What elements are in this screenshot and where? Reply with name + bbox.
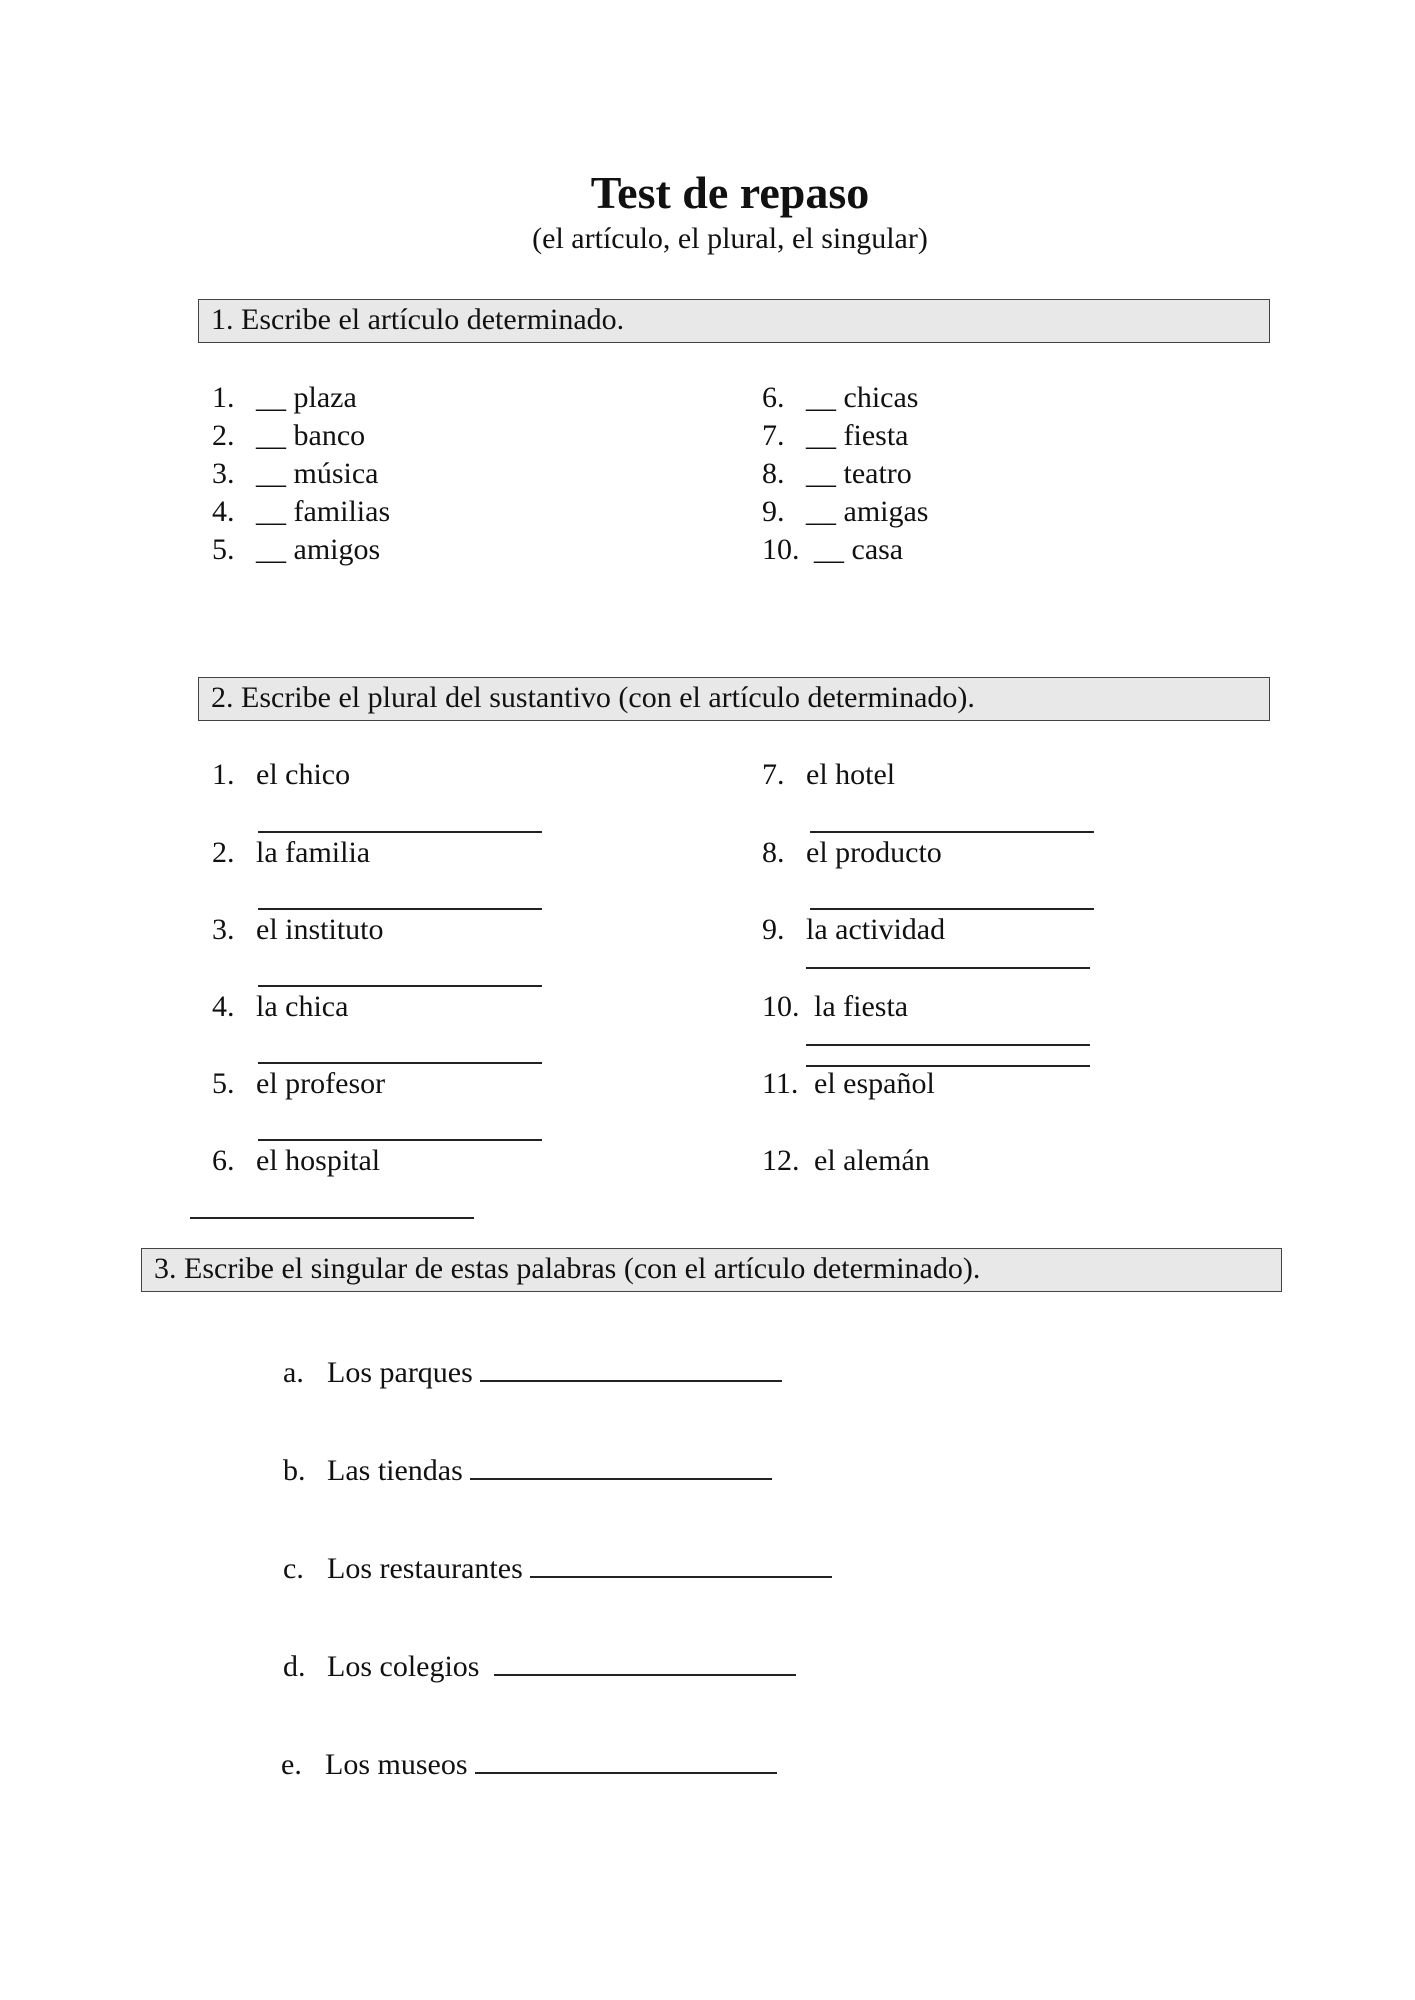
s1-item-7 bbox=[762, 418, 908, 454]
s2-item-word: el producto bbox=[806, 836, 942, 869]
s2-item-9 bbox=[762, 912, 945, 948]
s1-item-word: __ plaza bbox=[256, 381, 357, 414]
s2-item-10 bbox=[762, 989, 908, 1025]
answer-line[interactable] bbox=[810, 831, 1094, 833]
answer-line[interactable] bbox=[806, 1044, 1090, 1046]
s1-item-number: 1. bbox=[212, 381, 235, 414]
answer-line[interactable] bbox=[530, 1550, 832, 1578]
s3-item-letter: c. bbox=[283, 1552, 304, 1585]
s1-item-word: __ teatro bbox=[806, 457, 912, 490]
s1-item-6 bbox=[762, 380, 918, 416]
s1-item-5 bbox=[212, 532, 380, 568]
answer-line[interactable] bbox=[258, 908, 542, 910]
s2-item-5 bbox=[212, 1066, 385, 1102]
s2-item-3 bbox=[212, 912, 384, 948]
s1-item-2 bbox=[212, 418, 365, 454]
page-title: Test de repaso bbox=[590, 167, 870, 218]
section-3-header: 3. Escribe el singular de estas palabras (con el artículo determinado). bbox=[141, 1248, 1282, 1292]
s2-item-word: el alemán bbox=[814, 1144, 930, 1177]
s1-item-9 bbox=[762, 494, 928, 530]
s3-item-word: Los colegios bbox=[327, 1650, 480, 1683]
s2-item-6 bbox=[212, 1143, 380, 1179]
s1-item-number: 2. bbox=[212, 419, 235, 452]
s2-item-number: 9. bbox=[762, 913, 785, 946]
s2-item-number: 2. bbox=[212, 836, 235, 869]
s2-item-number: 4. bbox=[212, 990, 235, 1023]
s2-item-number: 8. bbox=[762, 836, 785, 869]
s2-item-word: el profesor bbox=[256, 1067, 386, 1100]
s3-item-e bbox=[281, 1746, 777, 1783]
s1-item-word: __ chicas bbox=[806, 381, 919, 414]
s3-item-d bbox=[283, 1648, 796, 1685]
s2-item-4 bbox=[212, 989, 348, 1025]
s2-item-number: 1. bbox=[212, 758, 235, 791]
answer-line[interactable] bbox=[810, 908, 1094, 910]
s3-item-letter: b. bbox=[283, 1454, 306, 1487]
s3-item-word: Los restaurantes bbox=[327, 1552, 523, 1585]
s1-item-number: 6. bbox=[762, 381, 785, 414]
answer-line[interactable] bbox=[494, 1648, 796, 1676]
s3-item-letter: e. bbox=[281, 1748, 302, 1781]
s2-item-number: 11. bbox=[762, 1067, 799, 1100]
s3-item-c bbox=[283, 1550, 832, 1587]
s1-item-number: 8. bbox=[762, 457, 785, 490]
s2-item-7 bbox=[762, 757, 895, 793]
s2-item-2 bbox=[212, 835, 370, 871]
s2-item-word: el español bbox=[814, 1067, 935, 1100]
s2-item-number: 7. bbox=[762, 758, 785, 791]
s2-item-word: la fiesta bbox=[814, 990, 909, 1023]
s2-item-number: 10. bbox=[762, 990, 800, 1023]
s1-item-3 bbox=[212, 456, 378, 492]
answer-line[interactable] bbox=[258, 1139, 542, 1141]
s1-item-number: 4. bbox=[212, 495, 235, 528]
s1-item-number: 9. bbox=[762, 495, 785, 528]
s2-item-number: 3. bbox=[212, 913, 235, 946]
s3-item-word: Los museos bbox=[325, 1748, 468, 1781]
answer-line[interactable] bbox=[475, 1746, 777, 1774]
s1-item-number: 5. bbox=[212, 533, 235, 566]
s3-item-a bbox=[283, 1354, 782, 1391]
s2-item-word: la actividad bbox=[806, 913, 946, 946]
s1-item-10 bbox=[762, 532, 903, 568]
s2-item-word: la chica bbox=[256, 990, 349, 1023]
s1-item-word: __ banco bbox=[256, 419, 366, 452]
s1-item-word: __ amigas bbox=[806, 495, 929, 528]
answer-line[interactable] bbox=[258, 831, 542, 833]
section-2-header: 2. Escribe el plural del sustantivo (con el artículo determinado). bbox=[198, 677, 1270, 721]
s1-item-word: __ casa bbox=[814, 533, 904, 566]
s2-item-11 bbox=[762, 1066, 935, 1102]
answer-line[interactable] bbox=[806, 967, 1090, 969]
s1-item-4 bbox=[212, 494, 390, 530]
section-1-header: 1. Escribe el artículo determinado. bbox=[198, 299, 1270, 343]
s2-item-number: 12. bbox=[762, 1144, 800, 1177]
page-subtitle: (el artículo, el plural, el singular) bbox=[532, 222, 928, 255]
s2-item-word: el chico bbox=[256, 758, 351, 791]
s2-item-word: la familia bbox=[256, 836, 371, 869]
s1-item-word: __ amigos bbox=[256, 533, 381, 566]
s1-item-1 bbox=[212, 380, 357, 416]
s2-item-word: el hospital bbox=[256, 1144, 381, 1177]
s1-item-number: 7. bbox=[762, 419, 785, 452]
s1-item-number: 3. bbox=[212, 457, 235, 490]
answer-line[interactable] bbox=[258, 1062, 542, 1064]
s3-item-b bbox=[283, 1452, 772, 1489]
answer-line[interactable] bbox=[470, 1452, 772, 1480]
answer-line[interactable] bbox=[190, 1217, 474, 1219]
s2-item-word: el hotel bbox=[806, 758, 896, 791]
s2-item-number: 5. bbox=[212, 1067, 235, 1100]
s1-item-number: 10. bbox=[762, 533, 800, 566]
s1-item-word: __ familias bbox=[256, 495, 391, 528]
s2-item-number: 6. bbox=[212, 1144, 235, 1177]
answer-line[interactable] bbox=[480, 1354, 782, 1382]
s2-item-word: el instituto bbox=[256, 913, 384, 946]
s3-item-word: Los parques bbox=[327, 1356, 473, 1389]
s2-item-8 bbox=[762, 835, 942, 871]
s1-item-8 bbox=[762, 456, 912, 492]
s3-item-word: Las tiendas bbox=[327, 1454, 463, 1487]
s2-item-12 bbox=[762, 1143, 930, 1179]
s1-item-word: __ música bbox=[256, 457, 379, 490]
s3-item-letter: d. bbox=[283, 1650, 306, 1683]
s1-item-word: __ fiesta bbox=[806, 419, 909, 452]
s3-item-letter: a. bbox=[283, 1356, 304, 1389]
answer-line[interactable] bbox=[258, 985, 542, 987]
s2-item-1 bbox=[212, 757, 350, 793]
